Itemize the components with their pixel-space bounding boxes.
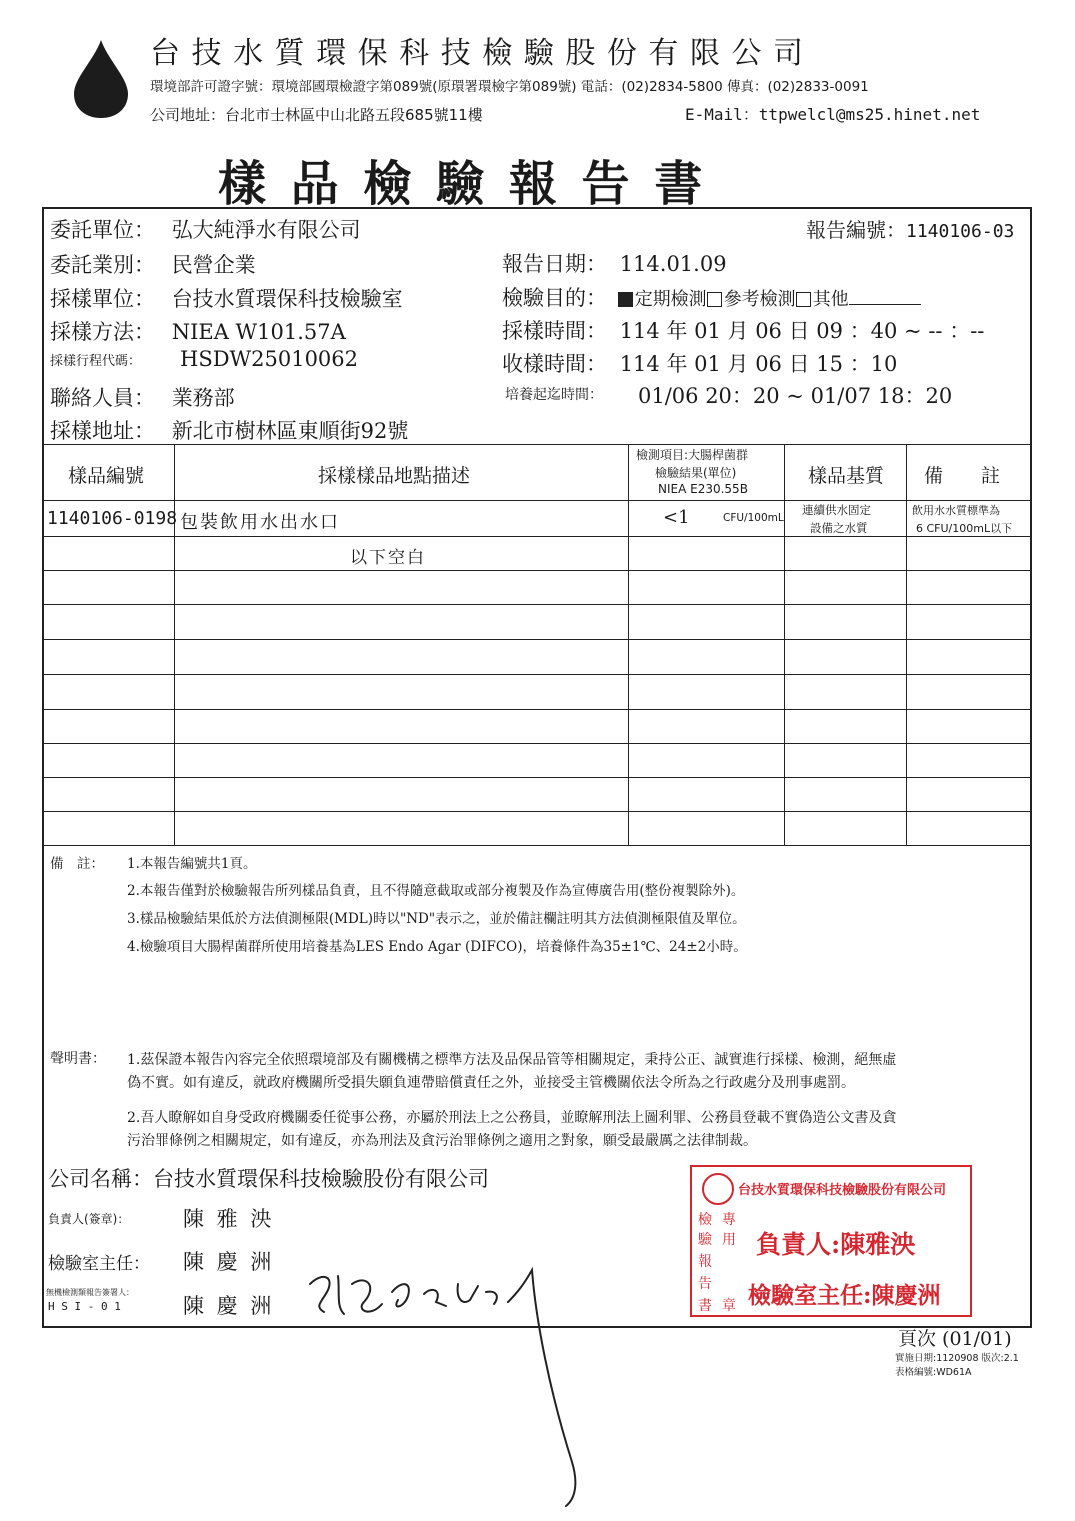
water-drop-icon — [70, 38, 132, 120]
report-date-row — [502, 248, 727, 278]
row-divider — [42, 811, 1032, 812]
client-label: 委託單位： — [50, 218, 155, 242]
cell-result: <1 — [663, 507, 690, 528]
company-address: 公司地址：台北市士林區中山北路五段685號11樓 — [150, 106, 483, 124]
note-item: 1.本報告編號共1頁。 — [127, 856, 257, 872]
stamp-company: 台技水質環保科技檢驗股份有限公司 — [738, 1183, 947, 1198]
column-divider — [906, 444, 907, 845]
company-name-value: 台技水質環保科技檢驗股份有限公司 — [153, 1167, 489, 1191]
table-top-border — [42, 444, 1032, 445]
signer-value: 陳 慶 洲 — [183, 1294, 275, 1318]
client-row — [50, 214, 361, 244]
note-item: 4.檢驗項目大腸桿菌群所使用培養基為LES Endo Agar (DIFCO)，培養條件為35±1℃、24±2小時。 — [127, 939, 747, 955]
address-label: 採樣地址： — [50, 419, 155, 443]
column-divider — [628, 444, 629, 845]
declaration-item2-line1: 2.吾人瞭解如自身受政府機關委任從事公務，亦屬於刑法上之公務員，並瞭解刑法上圖利罪、公務員登載不實偽造公文書及貪 — [127, 1110, 897, 1126]
report-date-value: 114.01.09 — [619, 252, 727, 276]
contact-row — [50, 382, 235, 412]
purpose-label: 檢驗目的： — [502, 286, 607, 310]
row-divider — [42, 777, 1032, 778]
purpose-other-checkbox[interactable] — [796, 292, 811, 307]
stamp-char: 告 — [698, 1276, 712, 1292]
report-no-row — [806, 214, 1014, 243]
itinerary-value: HSDW25010062 — [180, 347, 359, 371]
cell-remark-line2: 6 CFU/100mL以下 — [916, 522, 1013, 535]
form-number: 表格編號:WD61A — [895, 1367, 972, 1378]
stamp-owner-line: 負責人:陳雅泱 — [756, 1230, 916, 1259]
row-divider — [42, 709, 1032, 710]
industry-value: 民營企業 — [171, 253, 256, 277]
purpose-other-blank — [849, 289, 921, 305]
official-stamp — [690, 1165, 972, 1317]
contact-value: 業務部 — [171, 386, 235, 410]
method-label: 採樣方法： — [50, 320, 155, 344]
col-header-location: 採樣樣品地點描述 — [318, 465, 471, 487]
report-title: 樣 品 檢 驗 報 告 書 — [218, 156, 707, 212]
receive-time-row — [502, 348, 897, 378]
page-number: 頁次 (01/01) — [898, 1328, 1012, 1350]
notes-label: 備 註： — [50, 856, 104, 872]
note-item: 2.本報告僅對於檢驗報告所列樣品負責，且不得隨意截取或部分複製及作為宣傳廣告用(整份複製除外)。 — [127, 883, 745, 899]
cell-remark-line1: 飲用水水質標準為 — [912, 504, 1000, 517]
sample-time-value: 114 年 01 月 06 日 09 ：40 ~ -- ：-- — [619, 319, 985, 343]
sample-time-row — [502, 315, 984, 345]
receive-time-label: 收樣時間： — [502, 352, 607, 376]
company-email: E-Mail：ttpwelcl@ms25.hinet.net — [685, 105, 981, 124]
cell-sample-no: 1140106-0198 — [47, 508, 178, 529]
report-date-label: 報告日期： — [502, 252, 607, 276]
sampling-unit-value: 台技水質環保科技檢驗室 — [171, 287, 403, 311]
purpose-row — [502, 282, 921, 312]
row-divider — [42, 536, 1032, 537]
table-header-border — [42, 500, 1032, 501]
method-row — [50, 316, 346, 346]
stamp-logo-icon — [702, 1173, 734, 1205]
col-header-remark: 備 註 — [924, 465, 1001, 487]
declaration-item1-line1: 1.茲保證本報告內容完全依照環境部及有關機構之標準方法及品保品管等相關規定，秉持公正、誠實進行採樣、檢測，絕無虛 — [127, 1052, 897, 1068]
sampling-unit-row — [50, 283, 403, 313]
receive-time-value: 114 年 01 月 06 日 15 ：10 — [619, 352, 898, 376]
itinerary-label: 採樣行程代碼： — [50, 354, 142, 369]
row-divider — [42, 743, 1032, 744]
column-divider — [174, 444, 175, 845]
industry-row — [50, 249, 256, 279]
blank-below-text: 以下空白 — [350, 548, 426, 568]
purpose-other-label: 其他 — [812, 289, 849, 310]
report-no-value: 1140106-03 — [906, 221, 1015, 242]
owner-label: 負責人(簽章)： — [48, 1212, 130, 1226]
purpose-reference-checkbox[interactable] — [707, 292, 722, 307]
declaration-item1-line2: 偽不實。如有違反，就政府機關所受損失願負連帶賠償責任之外，並接受主管機關依法令所為之行政處分及刑事處罰。 — [127, 1075, 855, 1091]
address-value: 新北市樹林區東順街92號 — [171, 419, 409, 443]
sampling-unit-label: 採樣單位： — [50, 287, 155, 311]
owner-value: 陳 雅 泱 — [183, 1207, 275, 1231]
industry-label: 委託業別： — [50, 253, 155, 277]
stamp-char: 檢 — [698, 1212, 712, 1228]
signer-label: 無機檢測類報告簽署人： — [46, 1288, 134, 1297]
stamp-seal-grid — [696, 1207, 744, 1313]
handwritten-signature — [300, 1262, 590, 1512]
column-divider — [784, 444, 785, 845]
declaration-item2-line2: 污治罪條例之相關規定，如有違反，亦為刑法及貪污治罪條例之適用之對象，願受最嚴厲之法律制裁。 — [127, 1133, 757, 1149]
stamp-char: 專 — [722, 1212, 736, 1228]
culture-value: 01/06 20：20 ~ 01/07 18：20 — [638, 384, 953, 408]
lab-head-label: 檢驗室主任： — [48, 1254, 150, 1274]
note-item: 3.樣品檢驗結果低於方法偵測極限(MDL)時以"ND"表示之，並於備註欄註明其方法偵測極限值及單位。 — [127, 911, 746, 927]
method-value: NIEA W101.57A — [171, 320, 346, 344]
stamp-char: 用 — [722, 1232, 736, 1248]
col-header-sample-no: 樣品編號 — [68, 465, 145, 487]
stamp-char: 報 — [698, 1254, 712, 1270]
col-header-method: NIEA E230.55B — [658, 482, 748, 496]
culture-label: 培養起迄時間： — [505, 387, 603, 403]
col-header-matrix: 樣品基質 — [808, 465, 885, 487]
purpose-regular-label: 定期檢測 — [634, 289, 707, 310]
company-name-row — [48, 1163, 489, 1193]
cell-matrix-line2: 設備之水質 — [810, 521, 868, 535]
table-bottom-border — [42, 845, 1032, 846]
col-header-test-item: 檢測項目:大腸桿菌群 — [636, 448, 749, 462]
purpose-regular-checkbox[interactable] — [618, 292, 633, 307]
implementation-date: 實施日期:1120908 版次:2.1 — [895, 1353, 1019, 1364]
col-header-result-unit: 檢驗結果(單位) — [655, 466, 737, 480]
stamp-char: 驗 — [698, 1232, 712, 1248]
license-line: 環境部許可證字號：環境部國環檢證字第089號(原環署環檢字第089號) 電話：(02)2834-5800 傳真：(02)2833-0091 — [150, 79, 869, 95]
signer-code: H S I - 0 1 — [48, 1300, 121, 1313]
contact-label: 聯絡人員： — [50, 386, 155, 410]
cell-location: 包裝飲用水出水口 — [180, 512, 340, 533]
cell-matrix-line1: 連續供水固定 — [802, 503, 871, 517]
sample-time-label: 採樣時間： — [502, 319, 607, 343]
company-name-label: 公司名稱： — [48, 1167, 153, 1191]
address-row — [50, 415, 408, 445]
declaration-label: 聲明書： — [50, 1051, 106, 1067]
purpose-reference-label: 參考檢測 — [723, 289, 796, 310]
row-divider — [42, 639, 1032, 640]
row-divider — [42, 604, 1032, 605]
stamp-char: 章 — [722, 1298, 736, 1314]
stamp-lab-line: 檢驗室主任:陳慶洲 — [748, 1282, 941, 1309]
row-divider — [42, 570, 1032, 571]
client-value: 弘大純淨水有限公司 — [171, 218, 361, 242]
cell-unit: CFU/100mL — [723, 512, 784, 524]
row-divider — [42, 674, 1032, 675]
lab-head-value: 陳 慶 洲 — [183, 1250, 275, 1274]
stamp-char: 書 — [698, 1298, 712, 1314]
report-no-label: 報告編號： — [806, 218, 906, 242]
company-title: 台 技 水 質 環 保 科 技 檢 驗 股 份 有 限 公 司 — [150, 36, 805, 71]
